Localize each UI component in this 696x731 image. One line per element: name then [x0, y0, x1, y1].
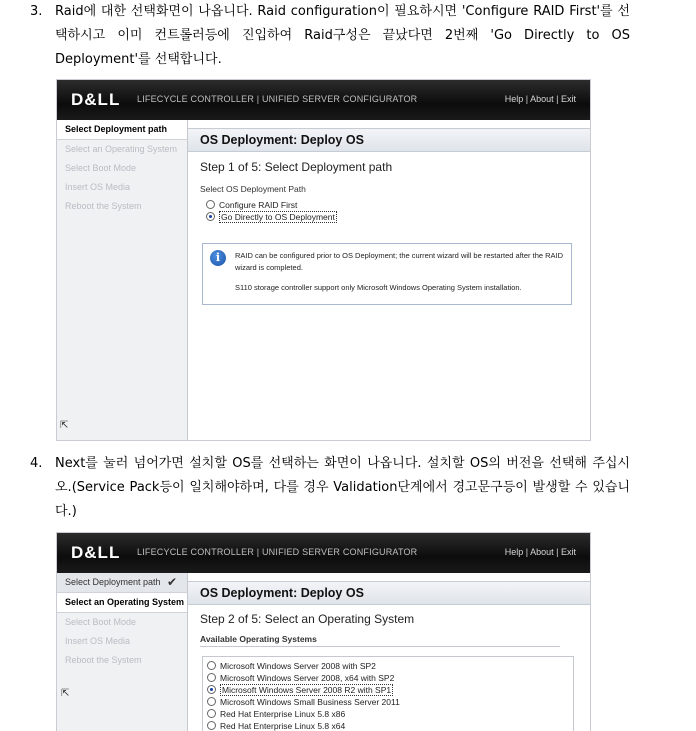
info-icon: i [210, 250, 226, 266]
os-option[interactable] [207, 721, 345, 731]
option-configure-raid[interactable] [206, 200, 297, 210]
step4-text: Next를 눌러 넘어가면 설치할 OS를 선택하는 화면이 나옵니다. 설치할 OS의 버전을 선택해 주십시오.(Service Pack등이 일치해야하며, 다를 경우 Validation단계에서 경고문구등이 발생할 수 있습니다.) [55, 456, 630, 519]
os-option[interactable] [207, 697, 400, 707]
sidebar-item-os-media: Insert OS Media [65, 636, 131, 646]
sidebar-item-operating-system[interactable]: Select an Operating System [57, 593, 187, 613]
header-links[interactable]: Help | About | Exit [504, 547, 576, 557]
page-title: OS Deployment: Deploy OS [188, 581, 590, 605]
radio-icon[interactable] [207, 661, 216, 670]
sidebar-item-operating-system: Select an Operating System [65, 144, 178, 154]
product-title: LIFECYCLE CONTROLLER | UNIFIED SERVER CONFIGURATOR [137, 94, 418, 104]
option-label: Go Directly to OS Deployment [221, 212, 335, 222]
mouse-cursor-icon: ⇱ [60, 420, 69, 431]
lifecycle-screenshot-1 [57, 80, 590, 440]
info-line-3: S110 storage controller support only Microsoft Windows Operating System installation. [235, 283, 522, 292]
section-label: Available Operating Systems [200, 634, 560, 647]
radio-icon[interactable] [207, 673, 216, 682]
dell-logo: D&LL [71, 90, 121, 109]
os-option-label: Microsoft Windows Server 2008 with SP2 [220, 661, 376, 671]
mouse-cursor-icon: ⇱ [61, 688, 70, 699]
step3-number: 3. [30, 4, 43, 19]
os-option[interactable] [207, 661, 376, 671]
page-title: OS Deployment: Deploy OS [188, 128, 590, 152]
os-option[interactable] [207, 673, 394, 683]
sidebar-item-deployment-path[interactable]: Select Deployment path [57, 120, 187, 140]
option-label: Configure RAID First [219, 200, 298, 210]
dell-logo: D&LL [71, 543, 121, 562]
info-line-1: RAID can be configured prior to OS Deployment; the current wizard will be restarted after the RAID [235, 251, 564, 260]
step-title: Step 1 of 5: Select Deployment path [200, 160, 393, 174]
section-label: Select OS Deployment Path [200, 184, 306, 194]
lifecycle-screenshot-2 [57, 533, 590, 731]
step-title: Step 2 of 5: Select an Operating System [200, 612, 415, 626]
header-links[interactable]: Help | About | Exit [504, 94, 576, 104]
sidebar-item-os-media: Insert OS Media [65, 182, 131, 192]
step4-number: 4. [30, 456, 43, 471]
sidebar [57, 573, 188, 731]
os-list [202, 656, 574, 731]
sidebar-item-boot-mode: Select Boot Mode [65, 617, 137, 627]
os-option-label: Microsoft Windows Server 2008 R2 with SP1 [222, 685, 392, 695]
sidebar [57, 120, 188, 440]
sidebar-item-reboot: Reboot the System [65, 201, 142, 211]
sidebar-item-label: Select Deployment path [65, 577, 161, 587]
radio-selected-icon[interactable] [206, 212, 215, 221]
radio-icon[interactable] [207, 721, 216, 730]
os-option-label: Red Hat Enterprise Linux 5.8 x86 [220, 709, 346, 719]
sidebar-item-deployment-path[interactable] [57, 573, 187, 593]
main-panel [188, 120, 590, 440]
info-line-2: wizard is completed. [235, 263, 303, 272]
option-go-directly[interactable] [206, 212, 337, 222]
header-bar [57, 80, 590, 120]
header-bar [57, 533, 590, 573]
os-option[interactable] [207, 709, 345, 719]
sidebar-item-reboot: Reboot the System [65, 655, 142, 665]
radio-selected-icon[interactable] [207, 685, 216, 694]
radio-icon[interactable] [206, 200, 215, 209]
os-option-label: Microsoft Windows Small Business Server 2011 [220, 697, 400, 707]
radio-icon[interactable] [207, 697, 216, 706]
os-option-label: Red Hat Enterprise Linux 5.8 x64 [220, 721, 346, 731]
os-option-label: Microsoft Windows Server 2008, x64 with SP2 [220, 673, 395, 683]
step3-text: Raid에 대한 선택화면이 나옵니다. Raid configuration이 필요하시면 'Configure RAID First'를 선택하시고 이미 컨트롤러등에 진입하여 Raid구성은 끝났다면 2번째 'Go Directly to OS Deployment'를 선택합니다. [55, 4, 630, 67]
product-title: LIFECYCLE CONTROLLER | UNIFIED SERVER CONFIGURATOR [137, 547, 418, 557]
info-box [202, 243, 572, 305]
main-panel [188, 573, 590, 731]
os-option-selected[interactable] [207, 685, 393, 695]
radio-icon[interactable] [207, 709, 216, 718]
sidebar-item-boot-mode: Select Boot Mode [65, 163, 137, 173]
checkmark-icon: ✔ [166, 575, 177, 589]
